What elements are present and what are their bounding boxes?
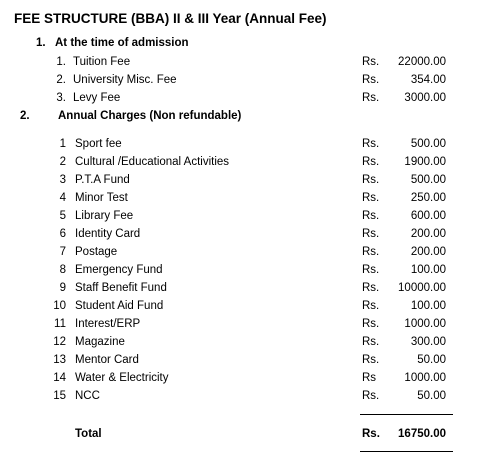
fee-row-currency: Rs. [362,354,380,366]
fee-row-amount: 100.00 [410,264,446,276]
fee-row-amount: 3000.00 [404,92,446,104]
fee-row-number: 2 [59,156,66,168]
fee-row-name: Tuition Fee [73,56,131,68]
fee-row-number: 14 [53,372,66,384]
section2-heading: Annual Charges (Non refundable) [58,110,242,122]
fee-row-currency: Rs. [362,336,380,348]
fee-row-currency: Rs. [362,56,380,68]
fee-row-name: Emergency Fund [75,264,163,276]
fee-row-number: 13 [53,354,66,366]
fee-row-amount: 10000.00 [398,282,446,294]
fee-row-amount: 354.00 [410,74,446,86]
fee-row-name: Library Fee [75,210,134,222]
fee-row-currency: Rs. [362,156,380,168]
fee-row-name: Levy Fee [73,92,121,104]
fee-row-amount: 50.00 [417,390,446,402]
fee-row-currency: Rs [362,372,377,384]
fee-row-currency: Rs. [362,138,380,150]
section2-number: 2. [20,110,30,122]
fee-row-name: Minor Test [75,192,128,204]
fee-row-number: 8 [59,264,66,276]
fee-row-amount: 1900.00 [404,156,446,168]
fee-row-currency: Rs. [362,318,380,330]
fee-row-name: Magazine [75,336,125,348]
total-amount: 16750.00 [398,428,446,440]
total-top-rule [360,414,453,415]
fee-row-amount: 1000.00 [404,372,446,384]
fee-row-amount: 200.00 [410,228,446,240]
fee-row-name: Sport fee [75,138,122,150]
fee-row-number: 7 [59,246,66,258]
fee-row-name: NCC [75,390,100,402]
fee-row-number: 1. [56,56,66,68]
fee-row-amount: 22000.00 [398,56,446,68]
fee-row-amount: 50.00 [417,354,446,366]
fee-row-number: 10 [53,300,66,312]
fee-row-number: 6 [59,228,66,240]
fee-row-currency: Rs. [362,192,380,204]
fee-row-name: Water & Electricity [75,372,169,384]
fee-row-name: Student Aid Fund [75,300,164,312]
fee-row-currency: Rs. [362,92,380,104]
fee-row-name: Staff Benefit Fund [75,282,167,294]
fee-row-currency: Rs. [362,74,380,86]
fee-row-currency: Rs. [362,228,380,240]
fee-row-amount: 300.00 [410,336,446,348]
fee-row-currency: Rs. [362,174,380,186]
fee-row-currency: Rs. [362,300,380,312]
fee-row-name: Interest/ERP [75,318,141,330]
section1-heading: At the time of admission [55,37,189,49]
fee-row-number: 12 [53,336,66,348]
fee-row-number: 15 [53,390,66,402]
fee-row-amount: 600.00 [410,210,446,222]
section1-number: 1. [36,37,46,49]
fee-row-number: 5 [59,210,66,222]
fee-row-currency: Rs. [362,282,380,294]
fee-row-amount: 250.00 [410,192,446,204]
fee-row-name: Postage [75,246,118,258]
fee-row-amount: 1000.00 [404,318,446,330]
fee-row-name: Cultural /Educational Activities [75,156,230,168]
fee-row-name: Mentor Card [75,354,139,366]
total-currency: Rs. [362,428,380,440]
fee-row-currency: Rs. [362,264,380,276]
fee-row-name: University Misc. Fee [73,74,177,86]
fee-row-name: Identity Card [75,228,141,240]
fee-row-number: 1 [59,138,66,150]
total-bottom-rule [360,451,453,452]
fee-row-amount: 500.00 [410,138,446,150]
fee-row-name: P.T.A Fund [75,174,130,186]
page-title: FEE STRUCTURE (BBA) II & III Year (Annual Fee) [14,11,327,26]
fee-row-number: 9 [59,282,66,294]
fee-row-currency: Rs. [362,210,380,222]
fee-row-number: 3 [59,174,66,186]
fee-row-number: 11 [54,318,66,330]
fee-row-number: 4 [59,192,66,204]
total-label: Total [75,428,102,440]
fee-row-number: 3. [56,92,66,104]
fee-row-amount: 200.00 [410,246,446,258]
fee-row-number: 2. [56,74,66,86]
fee-row-currency: Rs. [362,390,380,402]
fee-row-currency: Rs. [362,246,380,258]
fee-row-amount: 100.00 [410,300,446,312]
fee-row-amount: 500.00 [410,174,446,186]
